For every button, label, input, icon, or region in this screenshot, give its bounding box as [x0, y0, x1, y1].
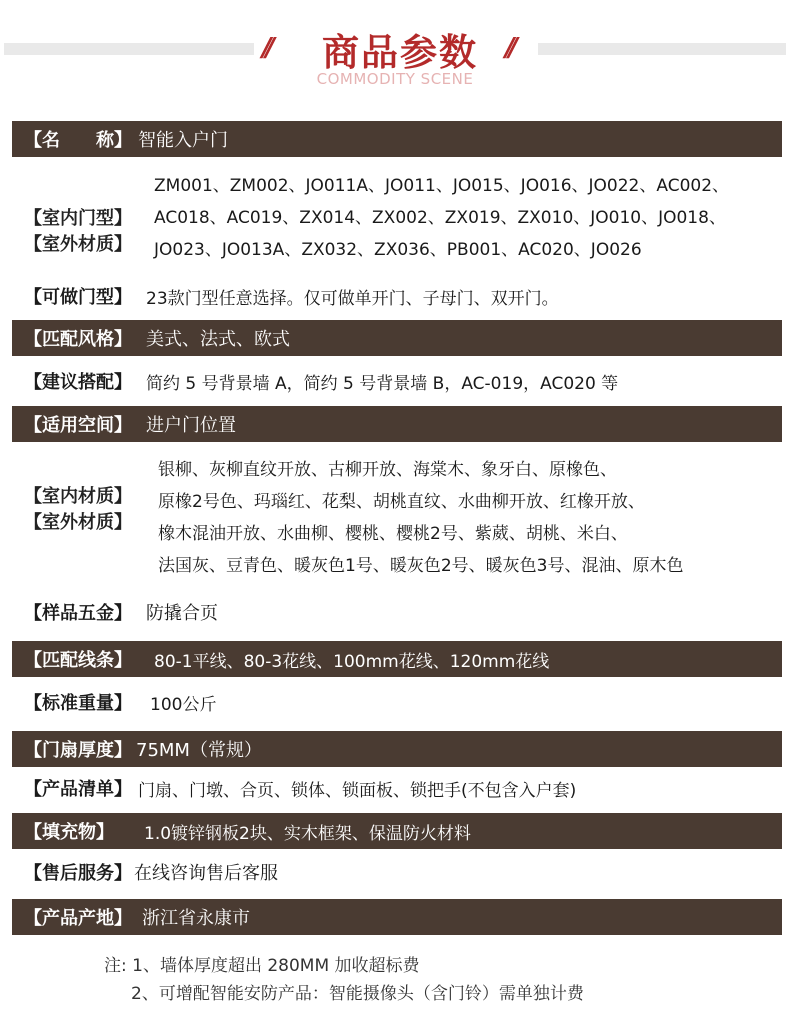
param-value: 浙江省永康市 — [142, 908, 250, 929]
param-value-line: AC018、AC019、ZX014、ZX002、ZX019、ZX010、JO010、JO018、 — [154, 208, 726, 228]
param-value: 门扇、门墩、合页、锁体、锁面板、锁把手(不包含入户套) — [138, 780, 577, 801]
param-label: 【可做门型】 — [24, 287, 132, 308]
param-label: 【匹配风格】 — [24, 329, 132, 350]
param-row-space — [12, 406, 782, 442]
param-row-style — [12, 320, 782, 356]
param-label: 【建议搭配】 — [24, 372, 132, 393]
param-row-product-list — [12, 770, 782, 806]
param-value: 进户门位置 — [146, 415, 236, 436]
param-row-service — [12, 854, 782, 890]
page-subtitle: COMMODITY SCENE — [316, 70, 474, 88]
param-value-line: 原橡2号色、玛瑙红、花梨、胡桃直纹、水曲柳开放、红橡开放、 — [158, 492, 645, 512]
param-label: 【产品清单】 — [24, 779, 132, 800]
param-value: 美式、法式、欧式 — [146, 329, 290, 350]
param-value: 简约 5 号背景墙 A，简约 5 号背景墙 B，AC-019，AC020 等 — [146, 373, 619, 394]
param-value-line: ZM001、ZM002、JO011A、JO011、JO015、JO016、JO022、AC002、 — [154, 176, 730, 196]
param-row-name — [12, 121, 782, 157]
param-value: 23款门型任意选择。仅可做单开门、子母门、双开门。 — [146, 288, 559, 309]
param-value-line: 银柳、灰柳直纹开放、古柳开放、海棠木、象牙白、原橡色、 — [158, 460, 617, 480]
param-value: 80-1平线、80-3花线、100mm花线、120mm花线 — [154, 651, 550, 672]
param-value-lines — [158, 454, 683, 582]
footnote-2: 2、可增配智能安防产品：智能摄像头（含门铃）需单独计费 — [131, 984, 584, 1004]
slash-decoration-left: // — [262, 33, 269, 63]
param-row-door-types — [12, 170, 782, 270]
param-value: 75MM（常规） — [136, 740, 262, 761]
param-value: 100公斤 — [150, 694, 217, 715]
param-row-available — [12, 278, 782, 314]
param-label: 【产品产地】 — [24, 908, 132, 929]
param-label: 【室内门型】 — [24, 208, 132, 229]
param-label: 【名 称】 — [24, 130, 132, 151]
header-rule-right — [538, 43, 786, 55]
param-label-group — [24, 484, 132, 536]
param-label: 【售后服务】 — [24, 863, 132, 884]
param-label: 【适用空间】 — [24, 415, 132, 436]
param-value: 智能入户门 — [138, 130, 228, 151]
param-row-origin — [12, 899, 782, 935]
param-row-line-match — [12, 641, 782, 677]
slash-decoration-right: // — [505, 33, 512, 63]
param-row-suggest — [12, 363, 782, 399]
param-value: 防撬合页 — [146, 603, 218, 624]
param-label: 【标准重量】 — [24, 693, 132, 714]
param-label: 【室内材质】 — [24, 486, 132, 507]
param-row-filler — [12, 813, 782, 849]
param-row-thickness — [12, 731, 782, 767]
param-label: 【样品五金】 — [24, 603, 132, 624]
footnote-1: 注: 1、墙体厚度超出 280MM 加收超标费 — [104, 956, 420, 976]
param-label: 【室外材质】 — [24, 512, 132, 533]
param-value: 在线咨询售后客服 — [134, 863, 278, 884]
param-label: 【室外材质】 — [24, 234, 132, 255]
param-value: 1.0镀锌钢板2块、实木框架、保温防火材料 — [144, 823, 471, 844]
param-value-lines — [154, 170, 729, 266]
param-value-line: 法国灰、豆青色、暖灰色1号、暖灰色2号、暖灰色3号、混油、原木色 — [158, 556, 684, 576]
param-row-hardware — [12, 594, 782, 630]
param-row-materials — [12, 454, 782, 589]
header-rule-left — [4, 43, 254, 55]
param-row-weight — [12, 684, 782, 720]
param-label: 【匹配线条】 — [24, 650, 132, 671]
footnotes — [104, 952, 584, 1008]
param-label: 【填充物】 — [24, 822, 114, 843]
param-label: 【门扇厚度】 — [24, 740, 132, 761]
page-title: 商品参数 — [322, 31, 478, 74]
param-value-line: 橡木混油开放、水曲柳、樱桃、樱桃2号、紫葳、胡桃、米白、 — [158, 524, 628, 544]
param-label-group — [24, 206, 132, 258]
param-value-line: JO023、JO013A、ZX032、ZX036、PB001、AC020、JO026 — [154, 240, 642, 260]
page-header — [0, 0, 790, 110]
